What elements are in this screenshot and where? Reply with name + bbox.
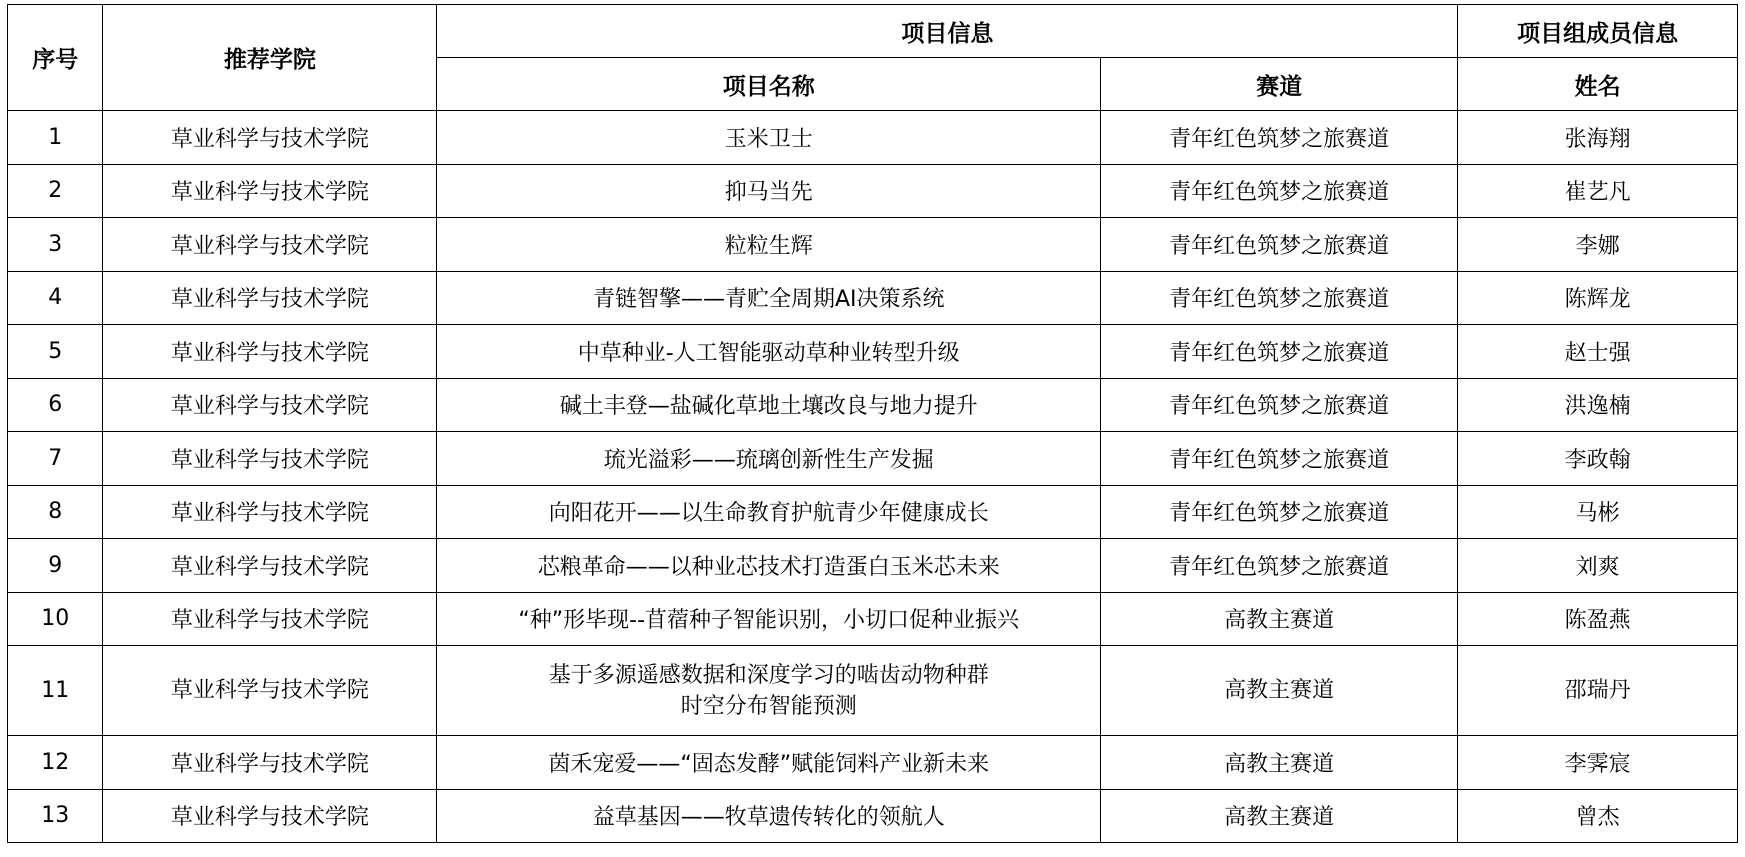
cell-name: 刘爽 <box>1458 539 1738 593</box>
table-row <box>8 432 1738 486</box>
cell-index: 1 <box>8 111 103 165</box>
project-name-line: 抑马当先 <box>724 180 813 206</box>
cell-college: 草业科学与技术学院 <box>103 164 437 218</box>
table-row <box>8 485 1738 539</box>
cell-index: 13 <box>8 789 103 843</box>
spreadsheet <box>7 4 1738 843</box>
cell-college: 草业科学与技术学院 <box>103 592 437 646</box>
project-name-line: 青链智擎——青贮全周期AI决策系统 <box>592 287 945 313</box>
project-name-line: 琉光溢彩——琉璃创新性生产发掘 <box>603 447 934 473</box>
cell-college: 草业科学与技术学院 <box>103 218 437 272</box>
cell-project-name <box>437 218 1101 272</box>
cell-name: 张海翔 <box>1458 111 1738 165</box>
cell-college: 草业科学与技术学院 <box>103 378 437 432</box>
cell-project-name <box>437 592 1101 646</box>
cell-project-name <box>437 646 1101 736</box>
cell-name: 李娜 <box>1458 218 1738 272</box>
cell-track: 青年红色筑梦之旅赛道 <box>1101 325 1458 379</box>
cell-name: 陈盈燕 <box>1458 592 1738 646</box>
cell-college: 草业科学与技术学院 <box>103 325 437 379</box>
cell-project-name <box>437 789 1101 843</box>
table-row <box>8 325 1738 379</box>
table-row <box>8 111 1738 165</box>
cell-index: 10 <box>8 592 103 646</box>
cell-name: 曾杰 <box>1458 789 1738 843</box>
cell-college: 草业科学与技术学院 <box>103 485 437 539</box>
cell-index: 4 <box>8 271 103 325</box>
table-body <box>8 111 1738 843</box>
cell-index: 11 <box>8 646 103 736</box>
cell-track: 青年红色筑梦之旅赛道 <box>1101 111 1458 165</box>
cell-project-name <box>437 539 1101 593</box>
cell-project-name <box>437 271 1101 325</box>
cell-project-name <box>437 164 1101 218</box>
cell-index: 3 <box>8 218 103 272</box>
cell-college: 草业科学与技术学院 <box>103 539 437 593</box>
cell-project-name <box>437 378 1101 432</box>
header-project-info: 项目信息 <box>437 5 1458 58</box>
table-row <box>8 378 1738 432</box>
project-name-line: 芯粮革命——以种业芯技术打造蛋白玉米芯未来 <box>537 554 1000 580</box>
cell-index: 5 <box>8 325 103 379</box>
cell-index: 7 <box>8 432 103 486</box>
project-name-line: 时空分布智能预测 <box>680 693 857 719</box>
header-name: 姓名 <box>1458 58 1738 111</box>
cell-college: 草业科学与技术学院 <box>103 736 437 790</box>
cell-index: 8 <box>8 485 103 539</box>
cell-index: 9 <box>8 539 103 593</box>
project-table <box>7 4 1738 843</box>
cell-name: 马彬 <box>1458 485 1738 539</box>
cell-college: 草业科学与技术学院 <box>103 789 437 843</box>
cell-project-name <box>437 432 1101 486</box>
table-row <box>8 218 1738 272</box>
table-row <box>8 592 1738 646</box>
cell-index: 6 <box>8 378 103 432</box>
cell-name: 李霁宸 <box>1458 736 1738 790</box>
cell-name: 崔艺凡 <box>1458 164 1738 218</box>
project-name-line: 益草基因——牧草遗传转化的领航人 <box>592 805 945 831</box>
cell-college: 草业科学与技术学院 <box>103 111 437 165</box>
cell-project-name <box>437 736 1101 790</box>
cell-track: 高教主赛道 <box>1101 646 1458 736</box>
project-name-line: 玉米卫士 <box>724 126 813 152</box>
project-name-line: 向阳花开——以生命教育护航青少年健康成长 <box>548 501 989 527</box>
table-row <box>8 646 1738 736</box>
cell-track: 青年红色筑梦之旅赛道 <box>1101 432 1458 486</box>
header-college: 推荐学院 <box>103 5 437 111</box>
table-row <box>8 539 1738 593</box>
cell-track: 青年红色筑梦之旅赛道 <box>1101 378 1458 432</box>
project-name-line: 基于多源遥感数据和深度学习的啮齿动物种群 <box>548 662 989 688</box>
header-index: 序号 <box>8 5 103 111</box>
cell-track: 高教主赛道 <box>1101 789 1458 843</box>
cell-name: 陈辉龙 <box>1458 271 1738 325</box>
cell-track: 青年红色筑梦之旅赛道 <box>1101 164 1458 218</box>
project-name-line: 碱土丰登—盐碱化草地土壤改良与地力提升 <box>559 394 978 420</box>
cell-project-name <box>437 111 1101 165</box>
header-project-name: 项目名称 <box>437 58 1101 111</box>
cell-index: 2 <box>8 164 103 218</box>
cell-index: 12 <box>8 736 103 790</box>
cell-track: 高教主赛道 <box>1101 592 1458 646</box>
cell-track: 青年红色筑梦之旅赛道 <box>1101 218 1458 272</box>
cell-track: 高教主赛道 <box>1101 736 1458 790</box>
cell-name: 李政翰 <box>1458 432 1738 486</box>
cell-track: 青年红色筑梦之旅赛道 <box>1101 539 1458 593</box>
cell-track: 青年红色筑梦之旅赛道 <box>1101 271 1458 325</box>
table-row <box>8 271 1738 325</box>
project-name-line: 粒粒生辉 <box>724 233 813 259</box>
header-track: 赛道 <box>1101 58 1458 111</box>
cell-track: 青年红色筑梦之旅赛道 <box>1101 485 1458 539</box>
project-name-line: 中草种业-人工智能驱动草种业转型升级 <box>577 340 960 366</box>
table-row <box>8 789 1738 843</box>
cell-project-name <box>437 325 1101 379</box>
cell-name: 洪逸楠 <box>1458 378 1738 432</box>
project-name-line: 茵禾宠爱——“固态发酵”赋能饲料产业新未来 <box>548 751 990 777</box>
header-member-info: 项目组成员信息 <box>1458 5 1738 58</box>
project-name-line: “种”形毕现--苜蓿种子智能识别，小切口促种业振兴 <box>518 608 1020 634</box>
table-row <box>8 164 1738 218</box>
cell-name: 赵士强 <box>1458 325 1738 379</box>
cell-college: 草业科学与技术学院 <box>103 271 437 325</box>
cell-name: 邵瑞丹 <box>1458 646 1738 736</box>
cell-project-name <box>437 485 1101 539</box>
table-row <box>8 736 1738 790</box>
cell-college: 草业科学与技术学院 <box>103 646 437 736</box>
header-row-top <box>8 5 1738 58</box>
cell-college: 草业科学与技术学院 <box>103 432 437 486</box>
